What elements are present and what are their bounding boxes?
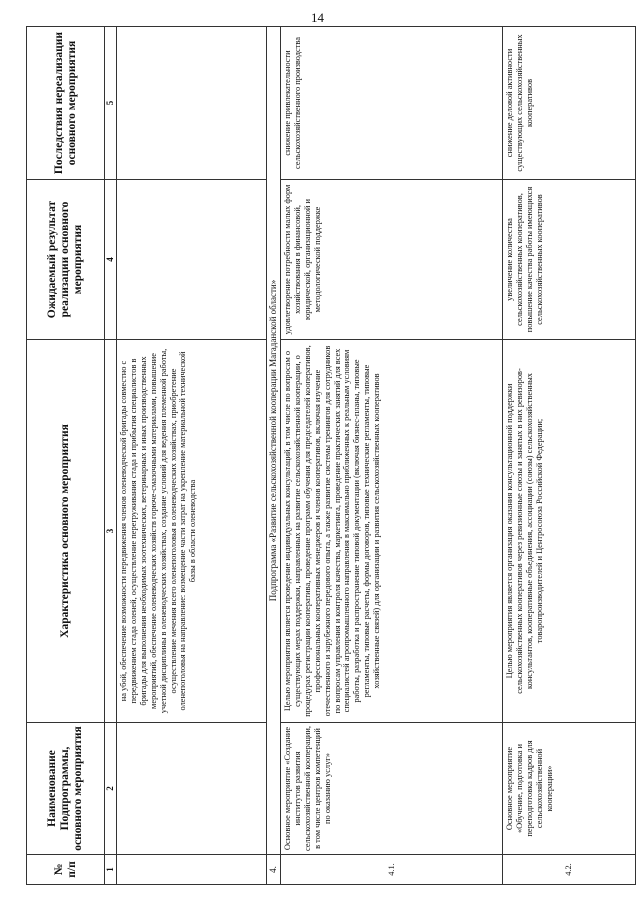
header-result: Ожидаемый результат реализации основного мероприятия bbox=[27, 180, 105, 340]
subprogram-number: 4. bbox=[267, 855, 281, 885]
measure-consequence: снижение привлекательности сельскохозяйственного производства bbox=[281, 27, 503, 180]
row-number: 4.1. bbox=[281, 855, 503, 885]
table-row bbox=[117, 27, 267, 885]
measure-result: удовлетворение потребности малых форм хозяйствования в финансовой, юридической, организационной и методологической поддержке bbox=[281, 180, 503, 340]
subprogram-row bbox=[267, 27, 281, 885]
column-number: 5 bbox=[105, 27, 117, 180]
measures-table bbox=[26, 26, 636, 885]
column-number: 4 bbox=[105, 180, 117, 340]
measure-result: увеличение количества сельскохозяйственных кооперативов, повышение качества работы имеющихся сельскохозяйственных кооперативов bbox=[503, 180, 636, 340]
row-prev-description: на убой, обеспечение возможности передвижения членов оленеводческой бригады совместно с передвижением стада оленей, осуществление перегруживания стада и прибытия специалистов в бригады для выполнения необходимых зоотехнических, ветеринарных и иных производственных мероприятий, обеспечение оленеводческих хозяйств горюче-смазочными материалами, повышение учетной дисциплины в оленеводческих хозяйствах, создание условий для ведения племенной работы, осуществление мечения всего оленепоголовья в оленеводческих хозяйствах, приобретение оленепоголовья на направление: возмещение части затрат на укрепление материальной технической базы в области оленеводства bbox=[117, 340, 267, 723]
column-number: 1 bbox=[105, 855, 117, 885]
measure-description: Целью мероприятия является проведение индивидуальных консультаций, в том числе по вопросам о существующих мерах поддержки, направленных на развитие сельскохозяйственной кооперации, о процедурах регистрации кооператива, проведение программ обучения для председателей кооперативов, профессиональных кооперативных менеджеров и членов кооперативов, включая изучение отечественного и зарубежного передового опыта, а также развитие системы тренингов для сотрудников по вопросам управления и контроля качества, маркетинга, проведение практических занятий для всех специалистей агропромышленного направления в максимально приближенных к реальным условиям работы, разработка и распространение типовой документации (включая бизнес-планы, типовые регламенты, типовые расчеты, формы договоров, типовые технические регламенты, типовые хозяйственные связей) для организации и развития сельскохозяйственных кооперативов bbox=[281, 340, 503, 723]
header-name: Наименование Подпрограммы, основного мероприятия bbox=[27, 723, 105, 855]
measure-description: Целью мероприятия является организация оказания консультационной поддержки сельскохозяйственных кооперативов через ревизионные союзы и занятых в них ревизоров-консультантов, кооперативные объединения, ассоциации (союзы) сельскохозяйственных товаропроизводителей и Центросоюза Российской Федерации; bbox=[503, 340, 636, 723]
header-consequence: Последствия нереализации основного мероприятия bbox=[27, 27, 105, 180]
column-number: 3 bbox=[105, 340, 117, 723]
column-number: 2 bbox=[105, 723, 117, 855]
page-number: 14 bbox=[311, 10, 324, 25]
subprogram-title: Подпрограмма «Развитие сельскохозяйственной кооперации Магаданской области» bbox=[267, 27, 281, 855]
table-row bbox=[503, 27, 636, 885]
header-num: № п/п bbox=[27, 855, 105, 885]
measure-name: Основное мероприятие «Обучение, подготовка и переподготовка кадров для сельскохозяйственной кооперации» bbox=[503, 723, 636, 855]
measure-name: Основное мероприятие «Создание институтов развития сельскохозяйственной кооперации, в том числе центров компетенций по оказанию услуг» bbox=[281, 723, 503, 855]
rotated-page-content bbox=[0, 15, 640, 895]
measure-consequence: снижение деловой активности существующих сельскохозяйственных кооперативов bbox=[503, 27, 636, 180]
table-row bbox=[281, 27, 503, 885]
row-number: 4.2. bbox=[503, 855, 636, 885]
header-description: Характеристика основного мероприятия bbox=[27, 340, 105, 723]
